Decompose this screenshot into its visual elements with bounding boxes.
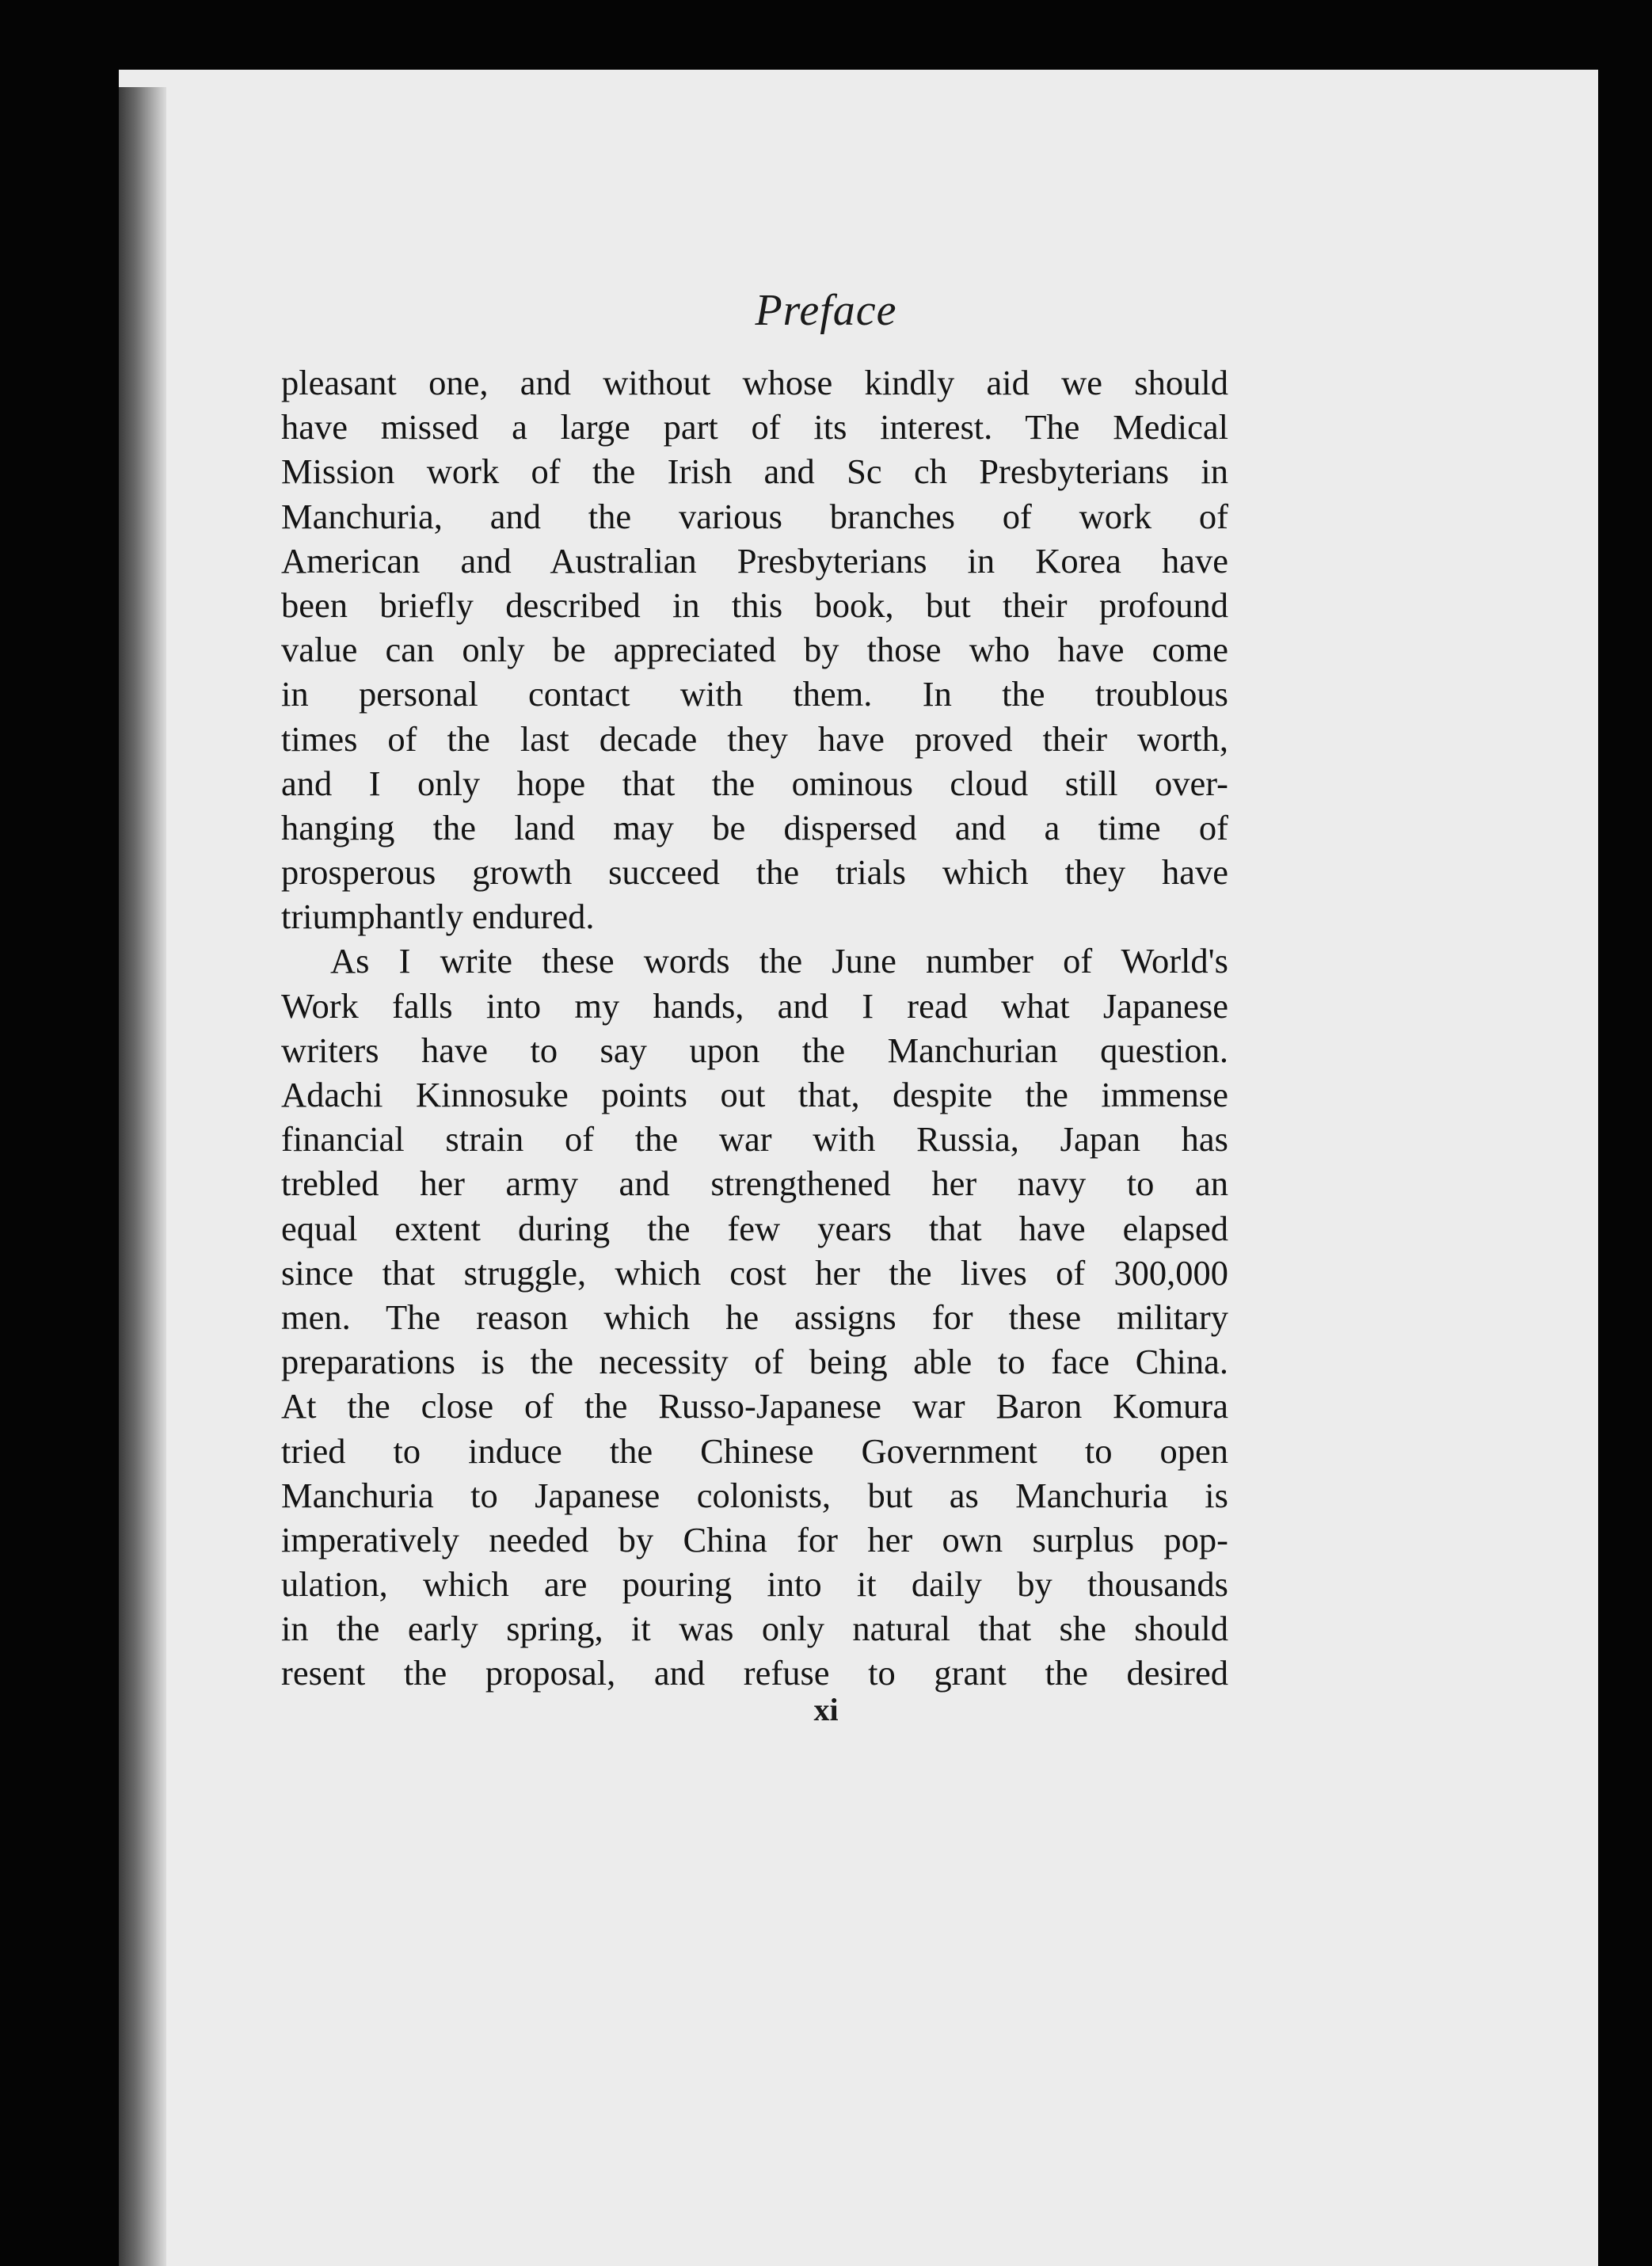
text-line: Mission work of the Irish and Sc ch Presbyterians in bbox=[281, 451, 1228, 492]
text-line: preparations is the necessity of being able to face China. bbox=[281, 1342, 1228, 1382]
text-line: hanging the land may be dispersed and a time of bbox=[281, 807, 1228, 847]
text-line: resent the proposal, and refuse to grant the desired bbox=[281, 1653, 1228, 1693]
text-line: have missed a large part of its interest. The Medical bbox=[281, 407, 1228, 447]
text-line: in personal contact with them. In the troublous bbox=[281, 674, 1228, 714]
text-line: Manchuria, and the various branches of work of bbox=[281, 496, 1228, 536]
text-line: times of the last decade they have proved their worth, bbox=[281, 718, 1228, 759]
text-line: financial strain of the war with Russia, Japan has bbox=[281, 1119, 1228, 1160]
text-line: equal extent during the few years that have elapsed bbox=[281, 1208, 1228, 1248]
text-line: and I only hope that the ominous cloud still over- bbox=[281, 763, 1228, 803]
text-line: trebled her army and strengthened her navy to an bbox=[281, 1163, 1228, 1204]
text-line: been briefly described in this book, but their profound bbox=[281, 585, 1228, 625]
text-line: men. The reason which he assigns for these military bbox=[281, 1297, 1228, 1337]
text-line: writers have to say upon the Manchurian question. bbox=[281, 1030, 1228, 1070]
paragraph bbox=[281, 360, 1228, 939]
text-line: Adachi Kinnosuke points out that, despite the immense bbox=[281, 1075, 1228, 1114]
page-edge bbox=[1598, 70, 1652, 2266]
paragraph bbox=[281, 939, 1228, 1695]
text-line: value can only be appreciated by those who have come bbox=[281, 630, 1228, 670]
text-line: Work falls into my hands, and I read what Japanese bbox=[281, 985, 1228, 1026]
text-line: tried to induce the Chinese Government to open bbox=[281, 1430, 1228, 1471]
text-line: pleasant one, and without whose kindly aid we should bbox=[281, 363, 1228, 402]
page-number: xi bbox=[813, 1692, 839, 1727]
text-line: At the close of the Russo-Japanese war Baron Komura bbox=[281, 1386, 1228, 1426]
body-text bbox=[281, 360, 1228, 1696]
text-line: triumphantly endured. bbox=[281, 897, 595, 937]
text-line: imperatively needed by China for her own surplus pop- bbox=[281, 1519, 1228, 1560]
book-gutter-shadow bbox=[119, 87, 166, 2266]
text-line: Manchuria to Japanese colonists, but as Manchuria is bbox=[281, 1475, 1228, 1515]
text-line: As I write these words the June number of World's bbox=[330, 941, 1228, 981]
text-line: American and Australian Presbyterians in Korea have bbox=[281, 540, 1228, 581]
text-line: since that struggle, which cost her the lives of 300,000 bbox=[281, 1252, 1228, 1293]
text-line: prosperous growth succeed the trials which they have bbox=[281, 852, 1228, 893]
running-head: Preface bbox=[755, 286, 897, 335]
text-line: ulation, which are pouring into it daily by thousands bbox=[281, 1564, 1228, 1605]
text-line: in the early spring, it was only natural that she should bbox=[281, 1609, 1228, 1649]
